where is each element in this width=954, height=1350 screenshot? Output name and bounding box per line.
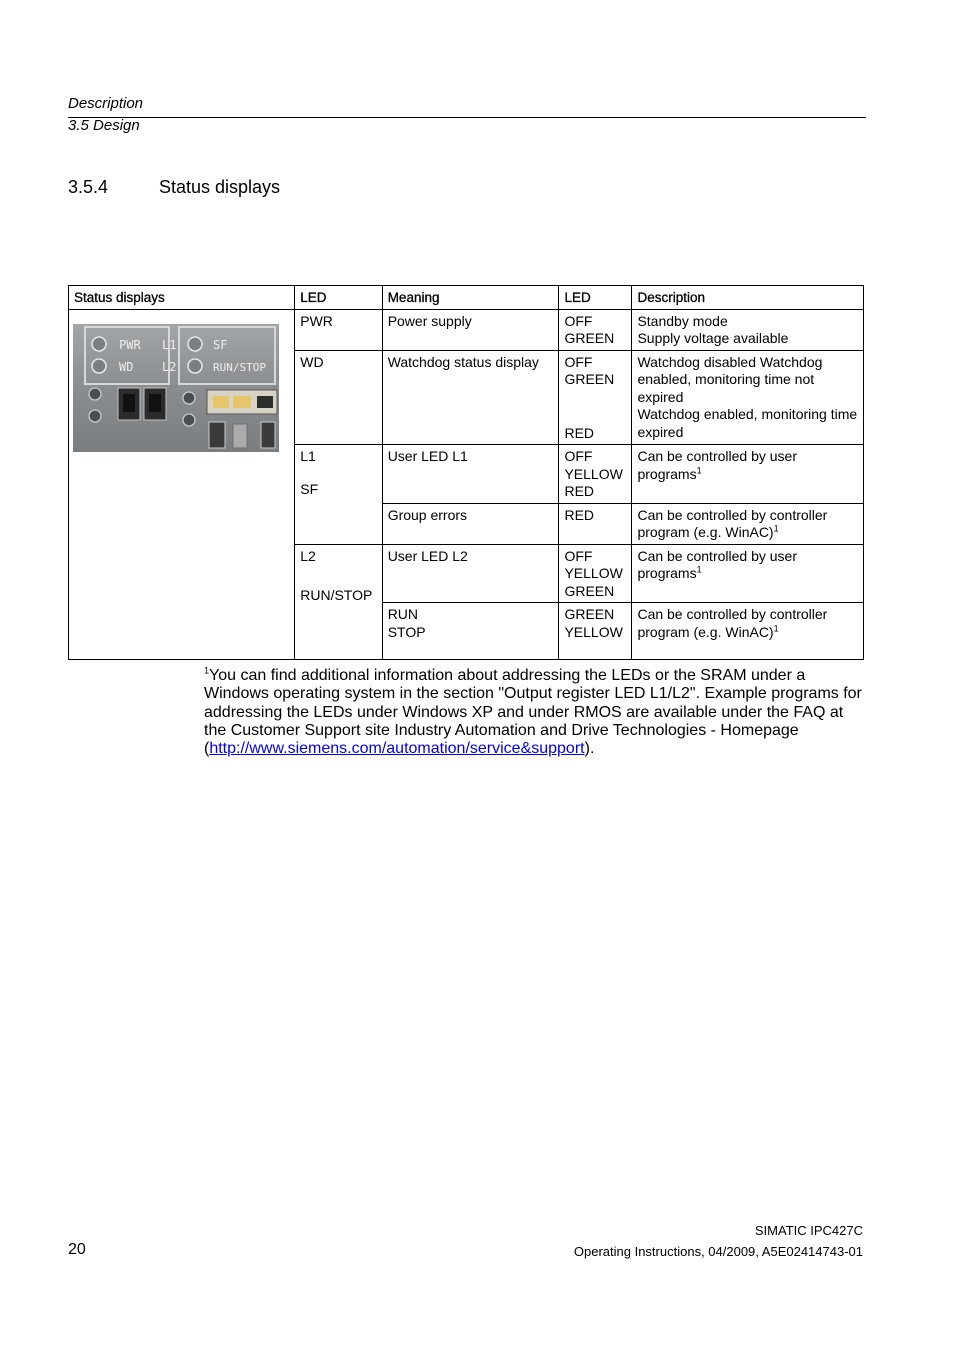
section-heading xyxy=(68,177,280,198)
cell-meaning: User LED L1 xyxy=(382,445,559,504)
cell-led-states: OFF YELLOW GREEN xyxy=(559,544,632,603)
photo-label-wd: WD xyxy=(119,359,134,374)
footer-document-info: Operating Instructions, 04/2009, A5E02414743-01 xyxy=(573,1244,863,1259)
cell-led-states: OFF YELLOW RED xyxy=(559,445,632,504)
cell-led-states: RED xyxy=(559,503,632,544)
cell-description: Can be controlled by user programs$^1$ xyxy=(632,445,864,504)
section-title: Status displays xyxy=(159,177,281,197)
header-meaning: Meaning xyxy=(382,286,559,310)
cell-meaning: Group errors xyxy=(382,503,559,544)
cell-description: Can be controlled by controller program (e.g. WinAC)$^1$ xyxy=(632,603,864,660)
cell-description: Watchdog disabled Watchdog enabled, monitoring time not expired Watchdog enabled, monitoring time expired xyxy=(632,350,864,445)
photo-label-sf: SF xyxy=(213,337,228,352)
cell-description: Can be controlled by user programs$^1$ xyxy=(632,544,864,603)
cell-led: L1 SF xyxy=(295,445,382,545)
cell-description: Can be controlled by controller program (e.g. WinAC)$^1$ xyxy=(632,503,864,544)
status-display-photo-cell xyxy=(69,309,295,660)
footnote xyxy=(204,667,864,758)
cell-meaning: User LED L2 xyxy=(382,544,559,603)
status-display-photo xyxy=(73,324,279,452)
cell-led-states: OFF GREEN xyxy=(559,309,632,350)
footnote-marker: 1 xyxy=(204,665,210,676)
status-table xyxy=(68,285,864,660)
cell-led: L2 RUN/STOP xyxy=(295,544,382,660)
photo-label-pwr: PWR xyxy=(119,337,141,352)
photo-label-run-stop: RUN/STOP xyxy=(213,360,266,374)
footnote-text: You can find additional information about addressing the LEDs or the SRAM under a Windows operating system in the section "Output register LED L1/L2". Example programs for addressing the LEDs under Windows XP and under RMOS are available under the FAQ at the Customer Support site Industry Automation and Drive Technologies - Homepage ( xyxy=(204,667,862,758)
cell-meaning: Power supply xyxy=(382,309,559,350)
photo-label-l1: L1 xyxy=(162,337,177,352)
header-status-displays: Status displays xyxy=(69,286,295,310)
siemens-support-link[interactable]: http://www.siemens.com/automation/service&support xyxy=(209,740,585,758)
cell-led-states: GREEN YELLOW xyxy=(559,603,632,660)
header-rule xyxy=(68,117,866,118)
header-led-state: LED xyxy=(559,286,632,310)
section-number: 3.5.4 xyxy=(68,177,109,197)
cell-led-states: OFF GREEN RED xyxy=(559,350,632,445)
footnote-text-end: ). xyxy=(584,740,595,758)
footer-product: SIMATIC IPC427C xyxy=(754,1223,863,1238)
table-row xyxy=(69,309,864,350)
photo-label-l2: L2 xyxy=(162,359,177,374)
cell-led: WD xyxy=(295,350,382,445)
header-section: 3.5 Design xyxy=(68,117,140,134)
cell-meaning: RUN STOP xyxy=(382,603,559,660)
cell-meaning: Watchdog status display xyxy=(382,350,559,445)
cell-description: Standby mode Supply voltage available xyxy=(632,309,864,350)
cell-led: PWR xyxy=(295,309,382,350)
header-description: Description xyxy=(632,286,864,310)
header-chapter: Description xyxy=(68,95,144,112)
table-header-row xyxy=(69,286,864,310)
page-number: 20 xyxy=(68,1241,86,1258)
header-led: LED xyxy=(295,286,382,310)
